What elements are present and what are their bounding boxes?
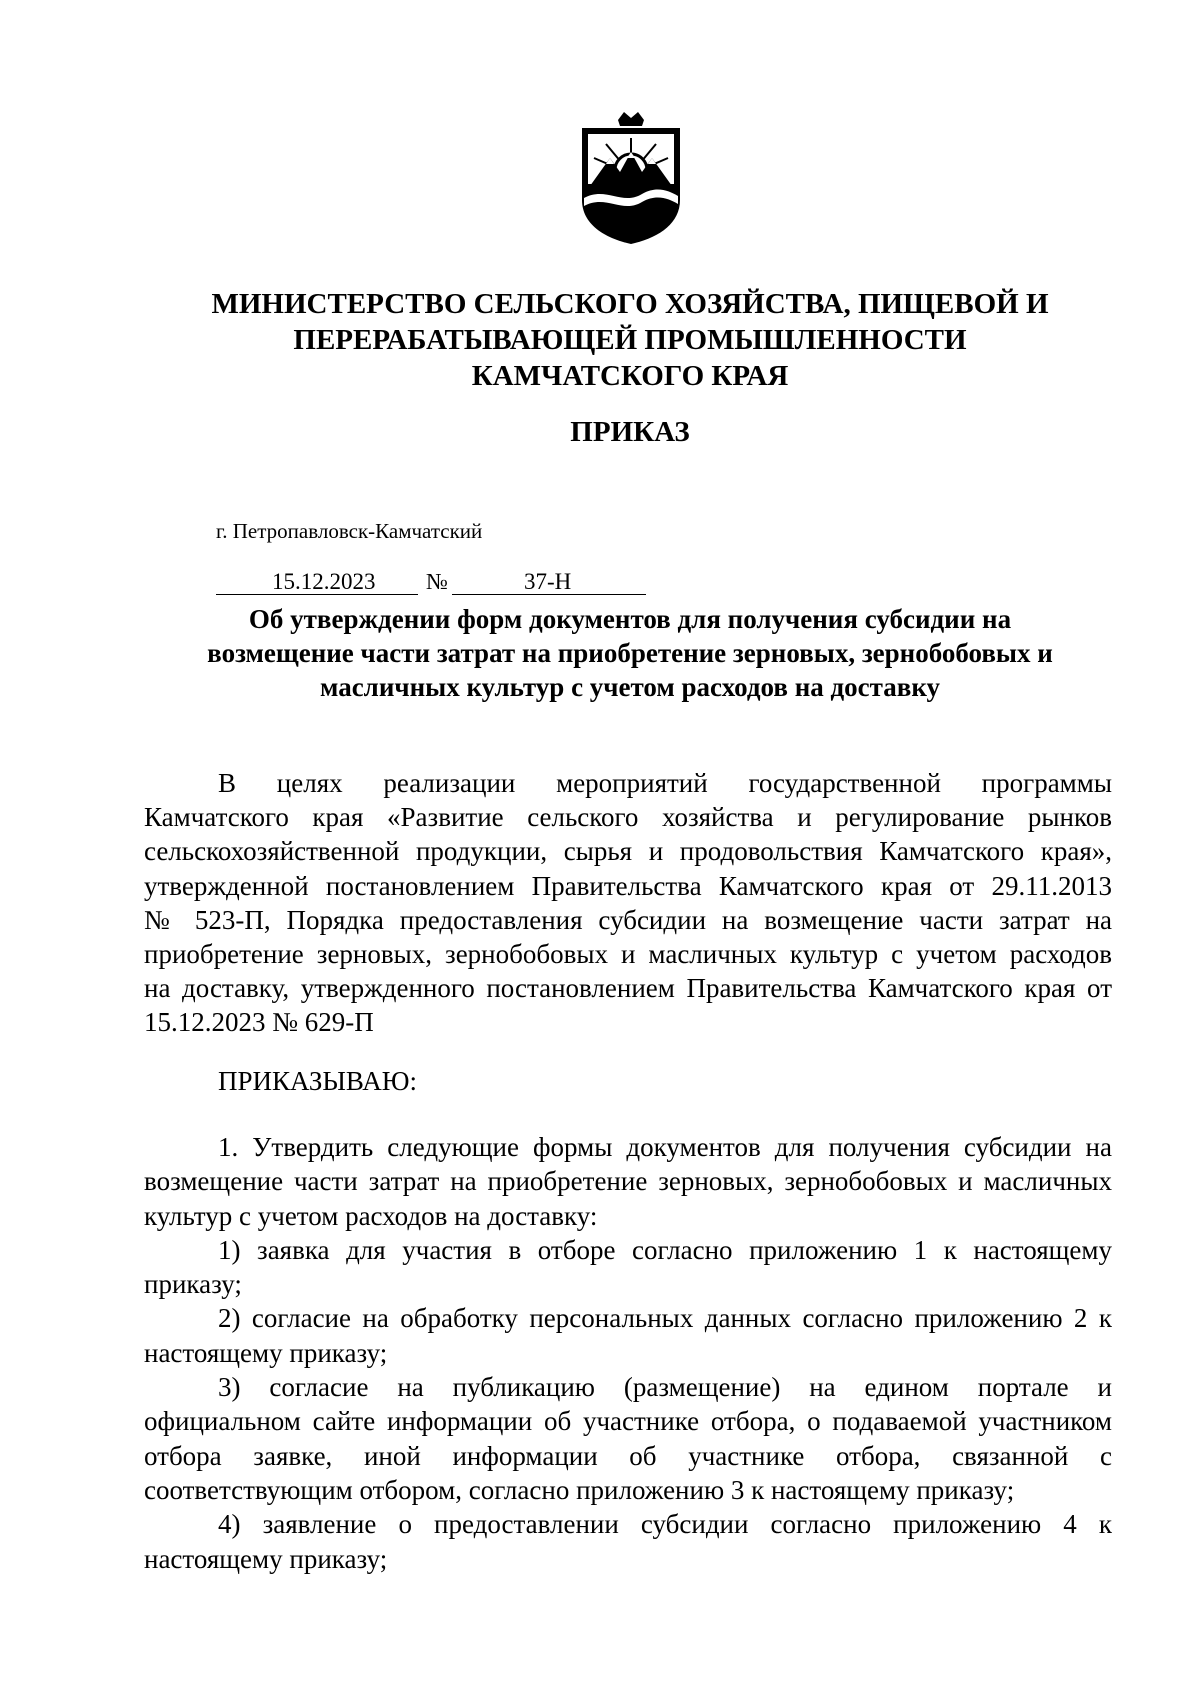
city-label: г. Петропавловск-Камчатский <box>216 519 483 543</box>
item-line: 4) заявление о предоставлении субсидии согласно приложению 4 к <box>218 1509 1112 1540</box>
preamble-line: № 523-П, Порядка предоставления субсидии на возмещение части затрат на <box>144 904 1112 935</box>
order-word: ПРИКАЗЫВАЮ: <box>218 1066 417 1096</box>
preamble-line: В целях реализации мероприятий государственной программы <box>218 768 1112 798</box>
number-sign: № <box>426 569 448 594</box>
item-line: культур с учетом расходов на доставку: <box>144 1200 598 1231</box>
order-items <box>144 1130 1112 1576</box>
preamble-line: 15.12.2023 № 629-П <box>144 1007 374 1038</box>
preamble-line: приобретение зерновых, зернобобовых и масличных культур с учетом расходов <box>144 939 1112 970</box>
ministry-line-3: КАМЧАТСКОГО КРАЯ <box>471 360 789 392</box>
item-line: соответствующим отбором, согласно приложению 3 к настоящему приказу; <box>144 1474 1015 1505</box>
item-line: 1. Утвердить следующие формы документов для получения субсидии на <box>218 1132 1112 1162</box>
preamble-line: утвержденной постановлением Правительства Камчатского края от 29.11.2013 <box>144 870 1112 901</box>
item-line: 1) заявка для участия в отборе согласно приложению 1 к настоящему <box>218 1234 1112 1265</box>
subject-line-3: масличных культур с учетом расходов на доставку <box>319 672 940 702</box>
preamble-line: на доставку, утвержденного постановлением Правительства Камчатского края от <box>144 973 1112 1004</box>
item-line: приказу; <box>144 1269 242 1300</box>
item-line: 2) согласие на обработку персональных данных согласно приложению 2 к <box>218 1303 1112 1334</box>
item-line: официальном сайте информации об участнике отбора, о подаваемой участником <box>144 1406 1112 1437</box>
document-number: 37-Н <box>524 569 572 594</box>
item-line: 3) согласие на публикацию (размещение) на едином портале и <box>218 1372 1112 1403</box>
preamble-paragraph <box>144 766 1112 1040</box>
subject-line-2: возмещение части затрат на приобретение зерновых, зернобобовых и <box>207 638 1053 668</box>
item-line: возмещение части затрат на приобретение зерновых, зернобобовых и масличных <box>144 1166 1112 1197</box>
document-date: 15.12.2023 <box>272 569 376 594</box>
coat-of-arms-icon <box>576 112 686 244</box>
ministry-line-2: ПЕРЕРАБАТЫВАЮЩЕЙ ПРОМЫШЛЕННОСТИ <box>293 324 967 356</box>
date-number-row <box>216 568 646 596</box>
item-line: настоящему приказу; <box>144 1543 388 1574</box>
preamble-line: сельскохозяйственной продукции, сырья и продовольствия Камчатского края», <box>144 836 1112 867</box>
ministry-name <box>150 286 1110 394</box>
document-kind-title: ПРИКАЗ <box>570 416 690 448</box>
subject-line-1: Об утверждении форм документов для получения субсидии на <box>248 604 1012 634</box>
item-line: настоящему приказу; <box>144 1337 388 1368</box>
preamble-line: Камчатского края «Развитие сельского хозяйства и регулирование рынков <box>144 802 1112 833</box>
item-line: отбора заявке, иной информации об участнике отбора, связанной с <box>144 1440 1112 1471</box>
ministry-line-1: МИНИСТЕРСТВО СЕЛЬСКОГО ХОЗЯЙСТВА, ПИЩЕВОЙ И <box>211 288 1049 320</box>
document-subject <box>150 602 1110 704</box>
